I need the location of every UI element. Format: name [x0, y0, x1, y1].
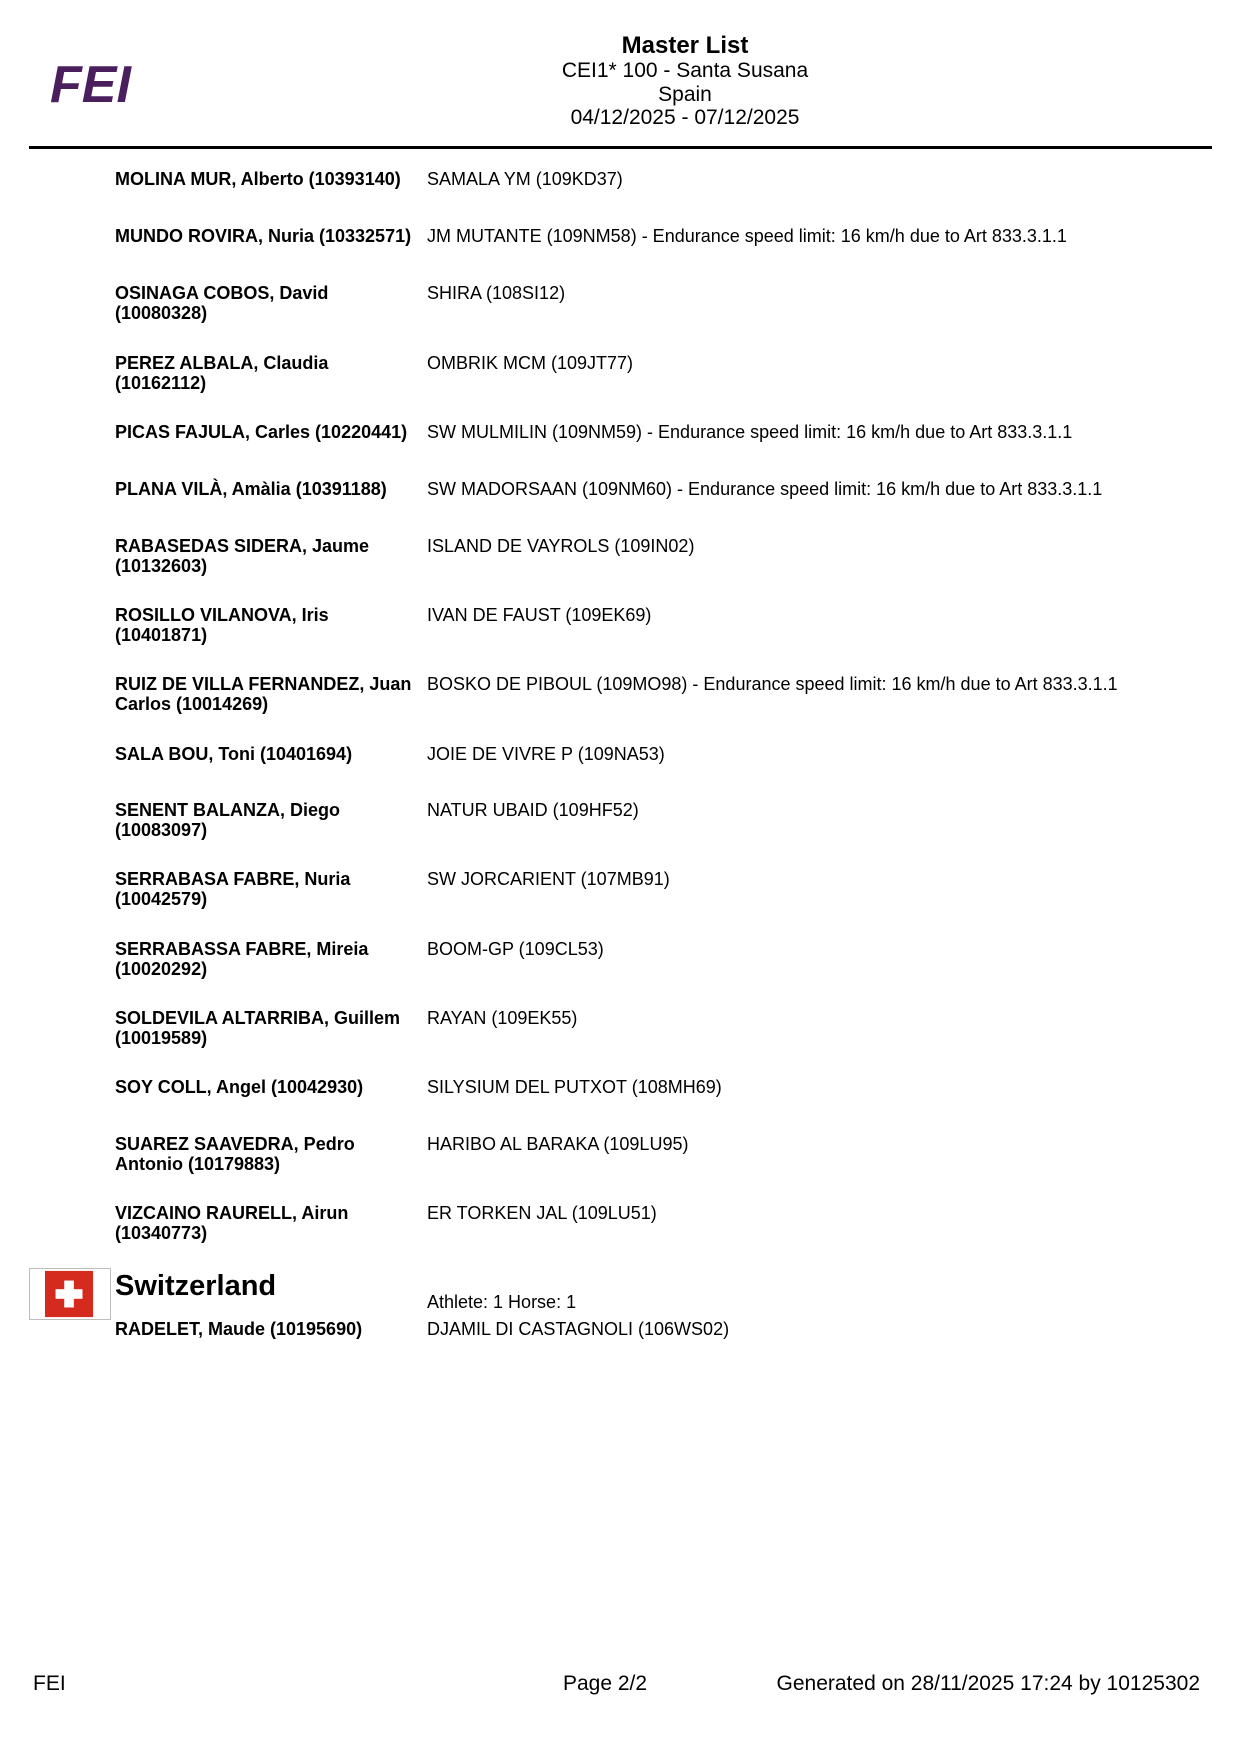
athlete-name: PLANA VILÀ, Amàlia (10391188) — [115, 479, 387, 499]
athlete-name: PEREZ ALBALA, Claudia (10162112) — [115, 353, 329, 393]
event-name: CEI1* 100 - Santa Susana — [561, 59, 809, 82]
athlete-name: MOLINA MUR, Alberto (10393140) — [115, 169, 401, 189]
document-header — [480, 33, 890, 130]
horse-name: SW MADORSAAN (109NM60) - Endurance speed limit: 16 km/h due to Art 833.3.1.1 — [427, 479, 1103, 499]
horse-name: SW JORCARIENT (107MB91) — [427, 869, 670, 889]
country-heading: Switzerland — [115, 1270, 277, 1302]
swiss-flag-icon — [29, 1268, 111, 1320]
horse-name: ER TORKEN JAL (109LU51) — [427, 1203, 657, 1223]
footer-page-number: Page 2/2 — [563, 1672, 648, 1695]
header-divider — [29, 146, 1212, 149]
event-dates: 04/12/2025 - 07/12/2025 — [570, 106, 800, 129]
country-counts: Athlete: 1 Horse: 1 — [427, 1292, 577, 1312]
athlete-name: SERRABASA FABRE, Nuria (10042579) — [115, 869, 351, 909]
horse-name: NATUR UBAID (109HF52) — [427, 800, 639, 820]
athlete-name: SALA BOU, Toni (10401694) — [115, 744, 353, 764]
horse-name: IVAN DE FAUST (109EK69) — [427, 605, 652, 625]
horse-name: DJAMIL DI CASTAGNOLI (106WS02) — [427, 1319, 730, 1339]
footer-org: FEI — [33, 1672, 66, 1695]
horse-name: JOIE DE VIVRE P (109NA53) — [427, 744, 665, 764]
athlete-name: RABASEDAS SIDERA, Jaume (10132603) — [115, 536, 370, 576]
horse-name: SW MULMILIN (109NM59) - Endurance speed limit: 16 km/h due to Art 833.3.1.1 — [427, 422, 1073, 442]
athlete-name: RADELET, Maude (10195690) — [115, 1319, 363, 1339]
athlete-name: SUAREZ SAAVEDRA, Pedro Antonio (10179883) — [115, 1134, 355, 1174]
athlete-name: SOY COLL, Angel (10042930) — [115, 1077, 364, 1097]
footer-generated: Generated on 28/11/2025 17:24 by 10125302 — [776, 1672, 1200, 1695]
athlete-name: PICAS FAJULA, Carles (10220441) — [115, 422, 408, 442]
athlete-name: RUIZ DE VILLA FERNANDEZ, Juan Carlos (10014269) — [115, 674, 412, 714]
athlete-name: VIZCAINO RAURELL, Airun (10340773) — [115, 1203, 349, 1243]
athlete-name: SERRABASSA FABRE, Mireia (10020292) — [115, 939, 369, 979]
horse-name: RAYAN (109EK55) — [427, 1008, 578, 1028]
horse-name: SAMALA YM (109KD37) — [427, 169, 623, 189]
fei-logo — [50, 58, 210, 110]
horse-name: SILYSIUM DEL PUTXOT (108MH69) — [427, 1077, 722, 1097]
athlete-name: ROSILLO VILANOVA, Iris (10401871) — [115, 605, 329, 645]
athlete-name: MUNDO ROVIRA, Nuria (10332571) — [115, 226, 412, 246]
athlete-name: SOLDEVILA ALTARRIBA, Guillem (10019589) — [115, 1008, 401, 1048]
horse-name: JM MUTANTE (109NM58) - Endurance speed limit: 16 km/h due to Art 833.3.1.1 — [427, 226, 1067, 246]
horse-name: BOOM-GP (109CL53) — [427, 939, 604, 959]
horse-name: BOSKO DE PIBOUL (109MO98) - Endurance speed limit: 16 km/h due to Art 833.3.1.1 — [427, 674, 1118, 694]
svg-text:FEI: FEI — [50, 58, 131, 110]
horse-name: ISLAND DE VAYROLS (109IN02) — [427, 536, 695, 556]
document-title: Master List — [621, 32, 749, 59]
horse-name: OMBRIK MCM (109JT77) — [427, 353, 634, 373]
athlete-name: OSINAGA COBOS, David (10080328) — [115, 283, 329, 323]
horse-name: SHIRA (108SI12) — [427, 283, 566, 303]
horse-name: HARIBO AL BARAKA (109LU95) — [427, 1134, 689, 1154]
athlete-name: SENENT BALANZA, Diego (10083097) — [115, 800, 340, 840]
event-country: Spain — [658, 82, 712, 106]
